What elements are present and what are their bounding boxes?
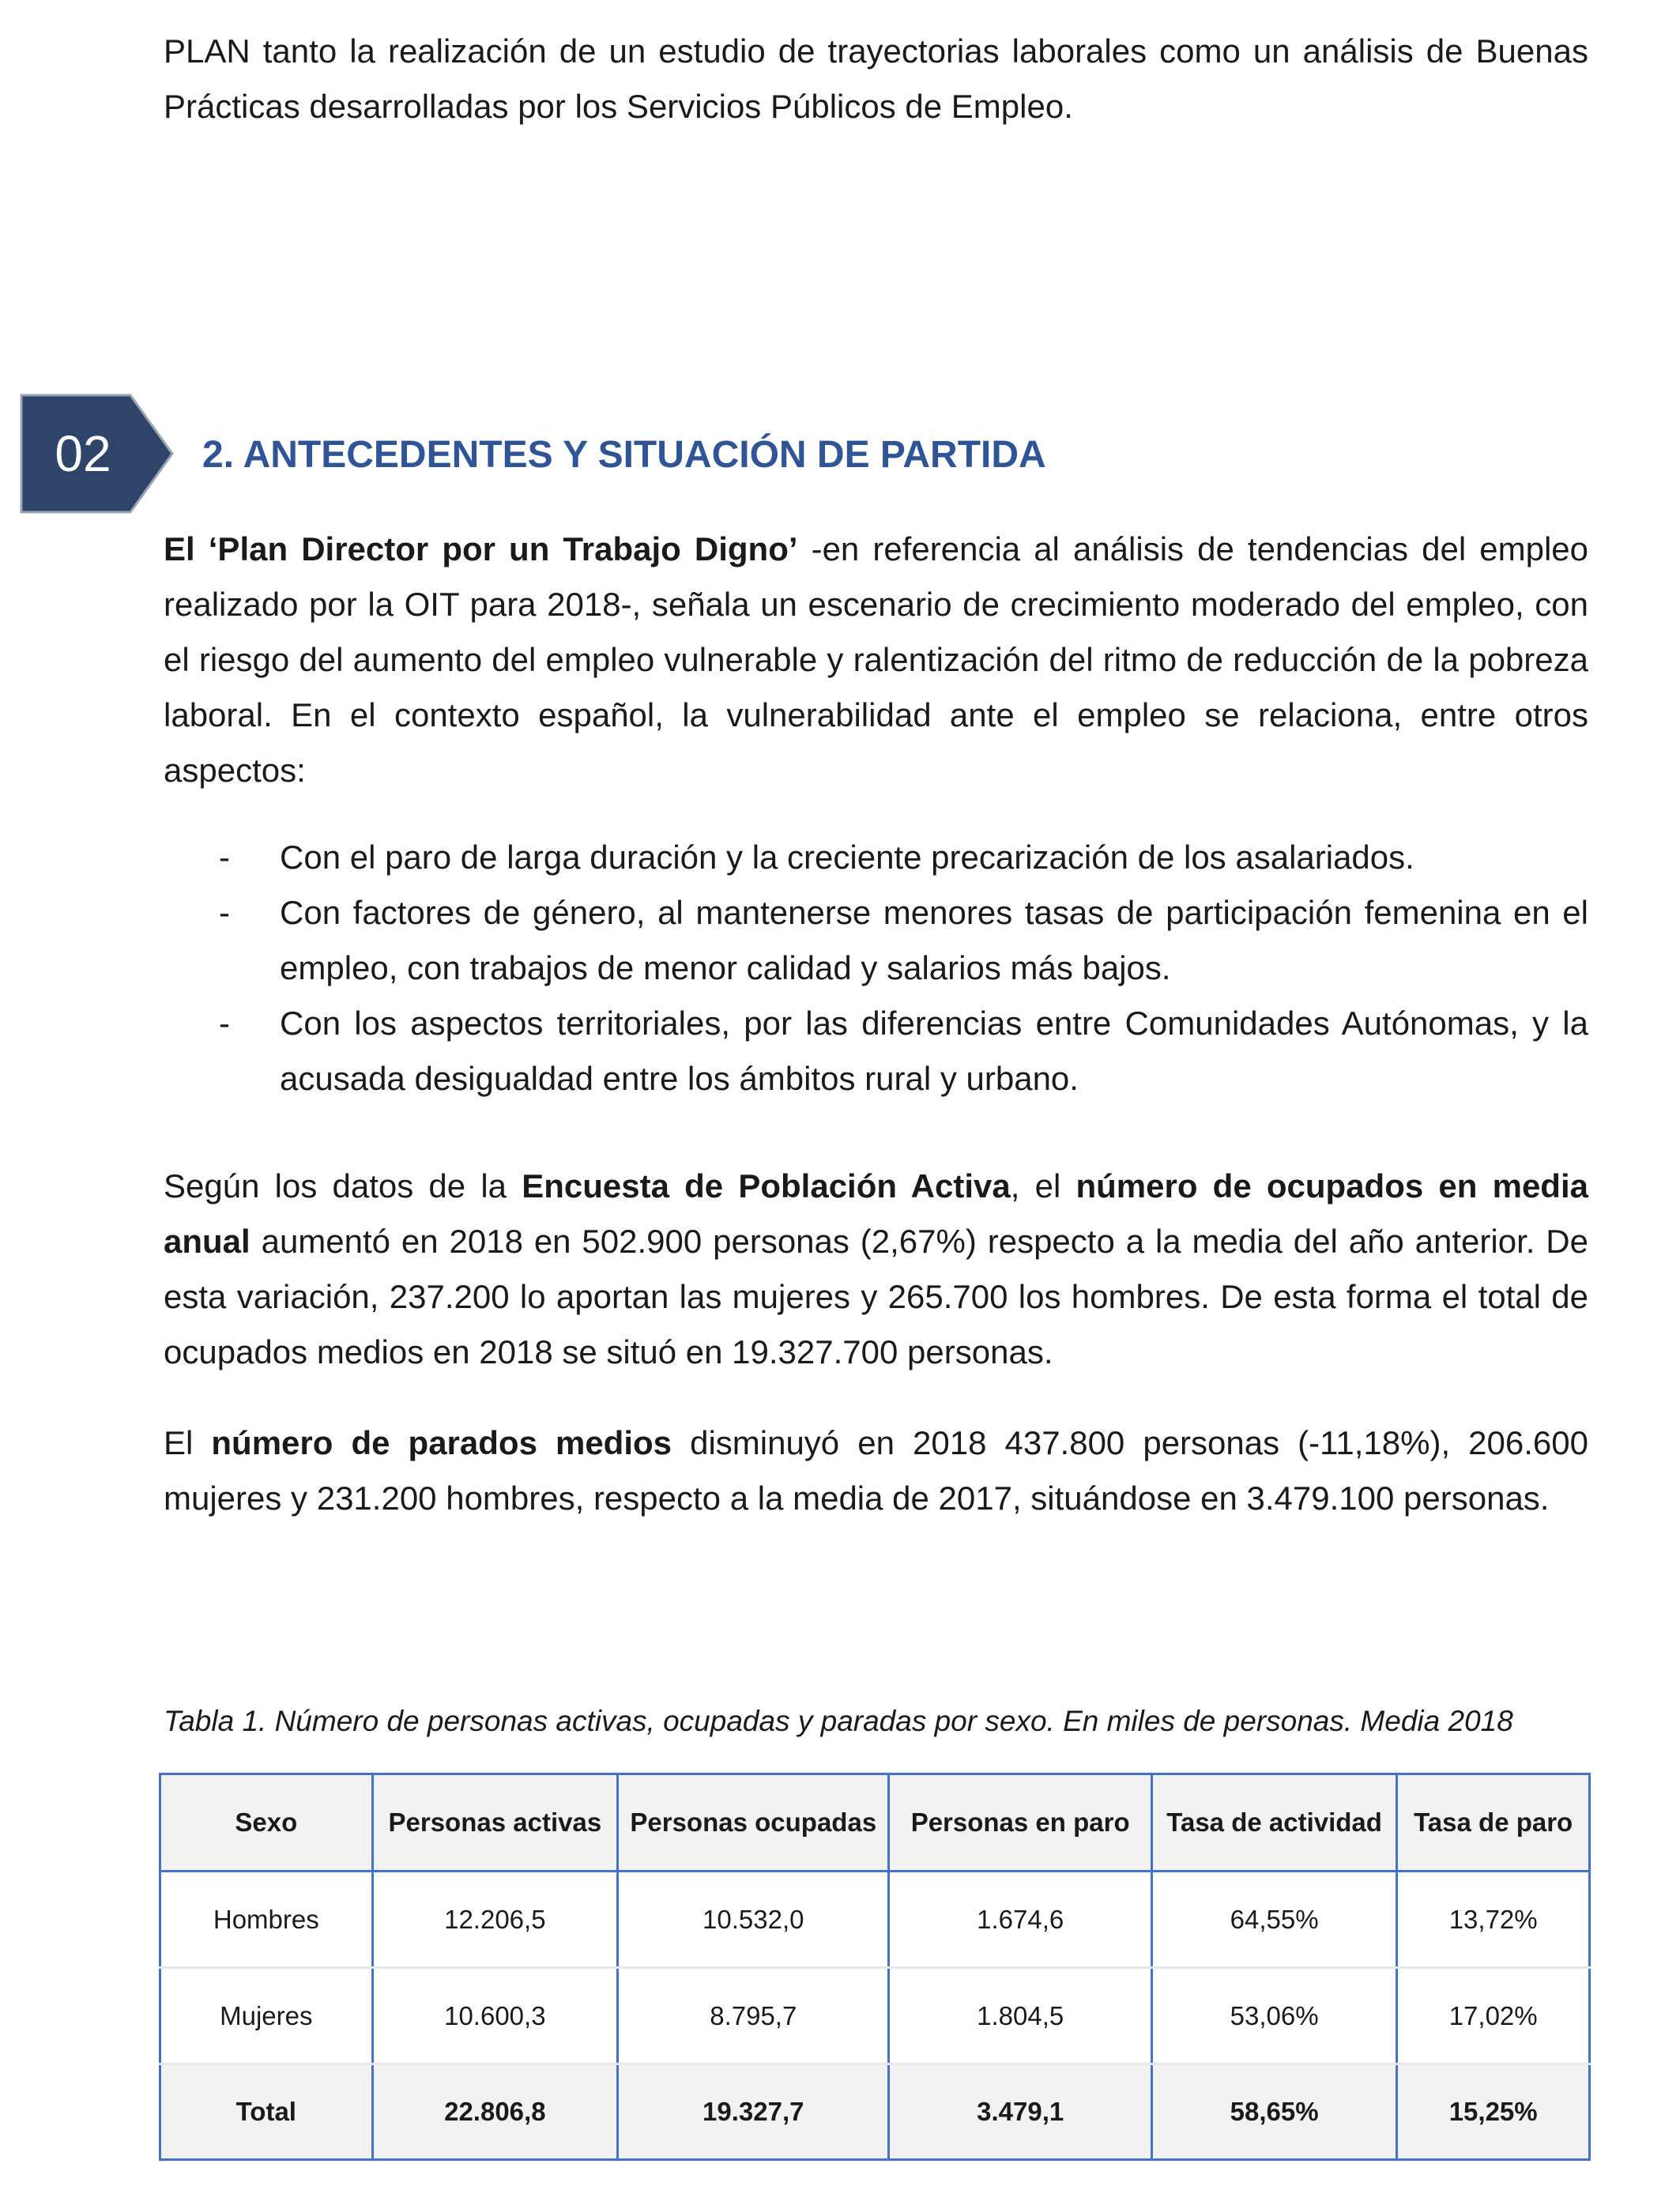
column-header: Tasa de paro bbox=[1397, 1774, 1590, 1872]
table-cell: Total bbox=[160, 2064, 373, 2160]
table-cell: Mujeres bbox=[160, 1968, 373, 2064]
bullet-text: Con el paro de larga duración y la creciente precarización de los asalariados. bbox=[280, 839, 1414, 876]
table-cell: 1.804,5 bbox=[889, 1968, 1151, 2064]
paragraph-bold: Encuesta de Población Activa bbox=[522, 1167, 1011, 1204]
column-header: Personas ocupadas bbox=[618, 1774, 889, 1872]
paragraph-text: disminuyó en 2018 437.800 personas (-11,18%), 206.600 mujeres y 231.200 hombres, respecto a la media de 2017, situándose en 3.479.100 personas. bbox=[164, 1424, 1589, 1517]
table-cell: 8.795,7 bbox=[618, 1968, 889, 2064]
column-header: Tasa de actividad bbox=[1151, 1774, 1396, 1872]
bullet-dash: - bbox=[219, 894, 230, 931]
table-row bbox=[160, 1968, 1590, 2064]
paragraph-bold-lead: El ‘Plan Director por un Trabajo Digno’ bbox=[164, 530, 798, 567]
table-cell: 10.600,3 bbox=[372, 1968, 617, 2064]
column-header: Sexo bbox=[160, 1774, 373, 1872]
bullet-dash: - bbox=[219, 839, 230, 876]
table-cell: 3.479,1 bbox=[889, 2064, 1151, 2160]
bullet-text: Con factores de género, al mantenerse menores tasas de participación femenina en el empleo, con trabajos de menor calidad y salarios más bajos. bbox=[280, 894, 1588, 986]
paragraph-parados bbox=[164, 1416, 1588, 1526]
paragraph-text: El bbox=[164, 1424, 212, 1461]
table-cell: 13,72% bbox=[1397, 1872, 1590, 1968]
intro-paragraph: PLAN tanto la realización de un estudio de trayectorias laborales como un análisis de Buenas Prácticas desarrolladas por los Servicios Públicos de Empleo. bbox=[164, 32, 1588, 125]
list-item bbox=[164, 830, 1588, 885]
table-cell: 19.327,7 bbox=[618, 2064, 889, 2160]
section-number: 02 bbox=[55, 425, 111, 482]
paragraph-bold: número de ocupados en media anual bbox=[164, 1167, 1588, 1260]
paragraph-text: aumentó en 2018 en 502.900 personas (2,67%) respecto a la media del año anterior. De esta variación, 237.200 lo aportan las mujeres y 265.700 los hombres. De esta forma el total de ocupados medios en 2018 se situó en 19.327.700 personas. bbox=[164, 1223, 1588, 1370]
bullet-dash: - bbox=[219, 1005, 230, 1042]
paragraph-epa bbox=[164, 1159, 1588, 1380]
bullet-text: Con los aspectos territoriales, por las diferencias entre Comunidades Autónomas, y la acusada desigualdad entre los ámbitos rural y urbano. bbox=[280, 1005, 1588, 1097]
table-cell: 58,65% bbox=[1151, 2064, 1396, 2160]
table-cell: 12.206,5 bbox=[372, 1872, 617, 1968]
table-header-row bbox=[160, 1774, 1590, 1872]
paragraph-text: , el bbox=[1010, 1167, 1076, 1204]
data-table bbox=[159, 1773, 1591, 2161]
table-cell: 53,06% bbox=[1151, 1968, 1396, 2064]
paragraph-bold: número de parados medios bbox=[211, 1424, 672, 1461]
paragraph-text: -en referencia al análisis de tendencias del empleo realizado por la OIT para 2018-, señala un escenario de crecimiento moderado del empleo, con el riesgo del aumento del empleo vulnerable y ralentización del ritmo de reducción de la pobreza laboral. En el contexto español, la vulnerabilidad ante el empleo se relaciona, entre otros aspectos: bbox=[164, 530, 1588, 789]
table-cell: 1.674,6 bbox=[889, 1872, 1151, 1968]
paragraph-plan-director bbox=[164, 522, 1588, 798]
table-cell: 10.532,0 bbox=[618, 1872, 889, 1968]
table-cell: 22.806,8 bbox=[372, 2064, 617, 2160]
table-total-row bbox=[160, 2064, 1590, 2160]
column-header: Personas en paro bbox=[889, 1774, 1151, 1872]
list-item bbox=[164, 885, 1588, 996]
column-header: Personas activas bbox=[372, 1774, 617, 1872]
table-row bbox=[160, 1872, 1590, 1968]
bullet-list bbox=[164, 830, 1588, 1106]
paragraph-text: Según los datos de la bbox=[164, 1167, 522, 1204]
table-cell: 15,25% bbox=[1397, 2064, 1590, 2160]
list-item bbox=[164, 996, 1588, 1106]
table-caption: Tabla 1. Número de personas activas, ocupadas y paradas por sexo. En miles de personas. Media 2018 bbox=[164, 1705, 1513, 1737]
table-cell: Hombres bbox=[160, 1872, 373, 1968]
section-title: 2. ANTECEDENTES Y SITUACIÓN DE PARTIDA bbox=[202, 434, 1046, 476]
table-cell: 17,02% bbox=[1397, 1968, 1590, 2064]
table-cell: 64,55% bbox=[1151, 1872, 1396, 1968]
